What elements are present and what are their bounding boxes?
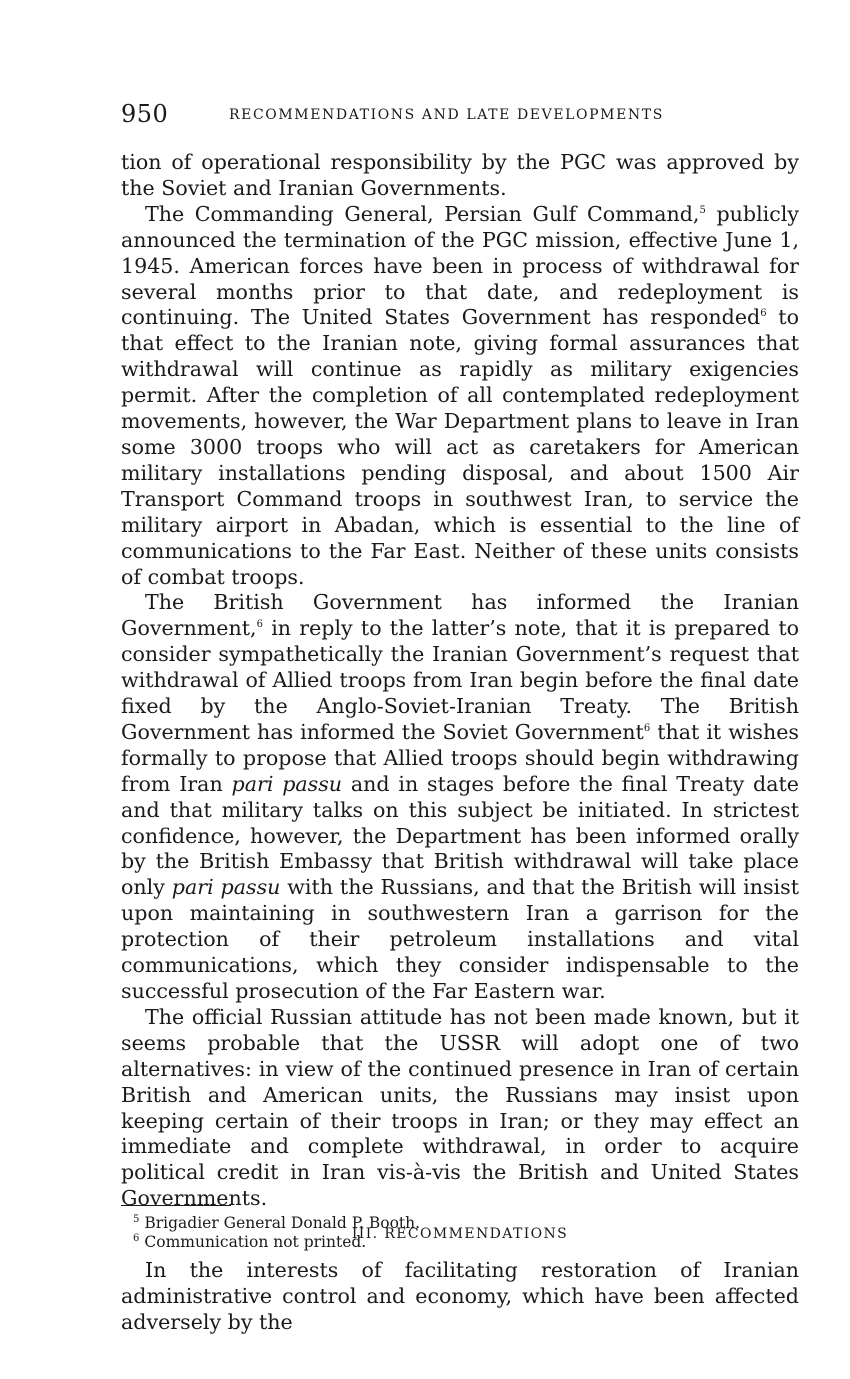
- footnotes: [133, 1214, 420, 1252]
- footnote-ref: 6: [256, 619, 263, 631]
- section-heading: III. RECOMMENDATIONS: [351, 1226, 569, 1243]
- page-header: [121, 100, 801, 130]
- footnote-ref: 6: [643, 723, 651, 735]
- footnote-ref: 5: [699, 204, 706, 216]
- footnote-ref: 6: [760, 308, 767, 320]
- footnote-6: $^6$ Communication not printed.: [133, 1232, 367, 1251]
- paragraph-british-government: The British Government has informed the Iranian Government,$^6$ in reply to the latter’s note, that it is prepared to consider sympathetically the Iranian Government’s request that withdrawal of Allied troops from Iran begin before the final date fixed by the Anglo-Soviet-Iranian Treaty. The British Government has informed the Soviet Government$^6$ that it wishes formally to propose that Allied troops should begin withdrawing from Iran pari passu and in stages before the final Treaty date and that military talks on this subject be initiated. In strictest confidence, however, the Department has been informed orally by the British Embassy that British withdrawal will take place only pari passu with the Russians, and that the British will insist upon maintaining in southwestern Iran a garrison for the protection of their petroleum installations and vital communications, which they consider indispensable to the successful prosecution of the Far Eastern war.: [121, 590, 799, 1003]
- paragraph-pgc-termination: The Commanding General, Persian Gulf Command,$^5$ publicly announced the termination of the PGC mission, effective June 1, 1945. American forces have been in process of withdrawal for several months prior to that date, and redeployment is continuing. The United States Government has responded$^6$ to that effect to the Iranian note, giving formal assurances that withdrawal will continue as rapidly as military exigencies permit. After the completion of all contemplated redeployment movements, however, the War Department plans to leave in Iran some 3000 troops who will act as caretakers for American military installations pending disposal, and about 1500 Air Transport Command troops in southwest Iran, to service the military airport in Abadan, which is essential to the line of communications to the Far East. Neither of these units consists of combat troops.: [121, 201, 799, 589]
- page-number: 950: [121, 100, 169, 128]
- footnote-divider: [121, 1205, 231, 1206]
- body-text: [121, 150, 799, 1336]
- paragraph-russian-attitude: The official Russian attitude has not been made known, but it seems probable that the USSR will adopt one of two alternatives: in view of the continued presence in Iran of certain British and American units, the Russians may insist upon keeping certain of their troops in Iran; or they may effect an immediate and complete withdrawal, in order to acquire political credit in Iran vis-à-vis the British and United States Governments.: [121, 1004, 799, 1211]
- paragraph-recommendations: In the interests of facilitating restoration of Iranian administrative control and economy, which have been affected adversely by the: [121, 1258, 799, 1334]
- footnote-5: $^5$ Brigadier General Donald P. Booth.: [133, 1213, 421, 1232]
- running-head: RECOMMENDATIONS AND LATE DEVELOPMENTS: [229, 107, 664, 123]
- paragraph-continuation: tion of operational responsibility by the PGC was approved by the Soviet and Iranian Governments.: [121, 150, 799, 200]
